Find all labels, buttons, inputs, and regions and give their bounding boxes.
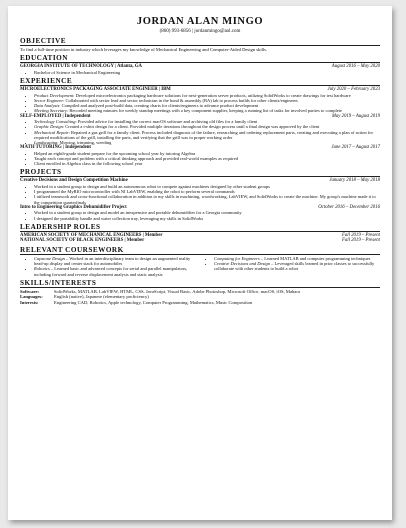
bullet-text: : Collaborated with sector lead and sector technician in the bond & assembly (BA) lab to process builds for other clients/engineers (63, 98, 298, 103)
skill-label: Software: (20, 288, 40, 294)
skill-value: English (native), Japanese (elementary proficiency) (54, 294, 149, 300)
bullet-lead: Product Development (34, 92, 74, 98)
leadership-role-dates: Fall 2019 – Present (341, 232, 380, 238)
job-bullets (20, 93, 380, 114)
section-heading-leadership: LEADERSHIP ROLES (20, 223, 380, 232)
job-dates: July 2020 – February 2023 (327, 87, 380, 93)
project-dates: January 2018 – May 2018 (329, 178, 380, 184)
bullet-item: • I utilized teamwork and cross-functional collaboration in addition to my skills in machining, woodworking, LabVIEW, and SolidWorks to create the machine. My group's machine made it to the competition quarterfinals (34, 194, 380, 204)
bullet-item (214, 261, 380, 271)
bullet-lead: Data Analysis (34, 103, 60, 109)
bullet-item (34, 266, 200, 276)
section-heading-coursework: RELEVANT COURSEWORK (20, 246, 380, 255)
bullet-item: • I programmed the MyRIO microcontroller with NI LabVIEW, enabling the robot to perform several commands (34, 189, 380, 194)
skills-list (20, 289, 380, 305)
objective-text: To find a full-time position in industry which leverages my knowledge of Mechanical Engineering and Computer-Aided Design skills. (20, 47, 268, 52)
bullet-item: • Worked in a student group to design and model an inexpensive and portable dehumidifier for a Georgia community (34, 210, 380, 215)
coursework-right (200, 256, 380, 277)
bullet-item (34, 130, 380, 140)
bullet-lead: Capstone Design (34, 256, 65, 262)
leadership-role-title: AMERICAN SOCIETY OF MECHANICAL ENGINEERS | Member (20, 232, 163, 238)
bullet-text: Client enrolled in Algebra class in the following school year (34, 161, 143, 167)
job-title: MICROELECTRONICS PACKAGING ASSOCIATE ENGINEER | IBM (20, 87, 171, 93)
school-name: GEORGIA INSTITUTE OF TECHNOLOGY | Atlanta, GA (20, 64, 143, 70)
education-list (20, 70, 380, 75)
bullet-lead: Mechanical Repair (34, 129, 69, 135)
job-dates: June 2017 – August 2017 (331, 145, 380, 151)
contact-info: (860) 993-6856 | jordanmingo@aol.com (159, 29, 241, 34)
bullet-text: : Created a t-shirt design for a client. Provided multiple iterations throughout the design process until a final design was approved by the client (62, 124, 320, 130)
bullet-lead: Creative Decisions and Design (214, 261, 270, 267)
bullet-text: : Repaired a gas grill for a family client. Process included diagnosis of the failure, researching and ordering replacement parts, creating and executing a plan of action for required modifications of the grill, installing the parts, and verifying that the grill was in proper working order (34, 129, 374, 140)
project-dates: October 2016 – December 2016 (318, 204, 380, 210)
resume-name: JORDAN ALAN MINGO (136, 16, 264, 27)
bullet-text: – Learned MATLAB and computer programming techniques (259, 256, 371, 262)
skill-row (20, 300, 380, 305)
bullet-text: : Compiled and analyzed post-build data, creating charts for clients/engineers to advance product development (59, 103, 259, 109)
section-heading-education: EDUCATION (20, 54, 380, 63)
bullet-lead: Technology Consulting (34, 119, 76, 125)
education-dates: August 2016 – May 2020 (331, 64, 380, 70)
project-bullets (20, 184, 380, 205)
section-heading-experience: EXPERIENCE (20, 77, 380, 86)
project-title: Creative Decisions and Design Competition Machine (20, 178, 128, 184)
bullet-text: : Provided advice for installing the correct macOS software and archiving old files for a family client (75, 119, 258, 125)
bullet-text: – Learned basic and advanced concepts for serial and parallel manipulators, including forward and reverse displacement analysis and static analysis (34, 266, 188, 277)
experience-list (20, 87, 380, 166)
bullet-lead: Meeting Secretary (34, 108, 67, 114)
skill-value: SolidWorks, MATLAB, LabVIEW, HTML, CSS, JavaScript, Visual Basic, Adobe Photoshop, Microsoft Office, macOS, iOS, Mahara (54, 288, 300, 294)
project-title: Intro to Engineering Graphics Dehumidifier Project (20, 204, 127, 210)
resume-content (8, 6, 392, 305)
leadership-role-title: NATIONAL SOCIETY OF BLACK ENGINEERS | Member (20, 238, 145, 244)
bullet-lead: Graphic Design (34, 124, 63, 130)
bullet-item (34, 161, 380, 166)
skill-label: Languages: (20, 294, 43, 300)
bullet-lead: Computing for Engineers (214, 256, 260, 262)
section-heading-skills: SKILLS/INTERESTS (20, 279, 380, 288)
bullet-lead: Landscaping (34, 140, 58, 146)
project-bullets (20, 210, 380, 220)
section-heading-objective: OBJECTIVE (20, 37, 380, 46)
job-bullets (20, 151, 380, 167)
leadership-role-dates: Fall 2019 – Present (341, 238, 380, 244)
bullet-text: : Recorded meeting minutes for weekly standup meetings with a key component supplier, keeping a running list of tasks for involved parties to complete (66, 108, 342, 114)
leadership-list (20, 233, 380, 244)
bullet-text: : Developed microelectronics packaging hardware solutions for next-generation server products, utilizing SolidWorks to create drawings for test hardware (73, 92, 351, 98)
coursework-left (20, 256, 200, 277)
skill-label: Interests: (20, 299, 39, 305)
bullet-item: • Worked in a student group to design and build an autonomous robot to compete against machines designed by other student groups (34, 184, 380, 189)
bullet-lead: Robotics (34, 266, 50, 272)
bullet-text: – Leveraged skills learned in prior classes to successfully collaborate with other students to build a robot (214, 261, 375, 272)
coursework-columns (20, 256, 380, 277)
bullet-text: – Worked in an interdisciplinary team to design an augmented reality head-up display and center stack for automobiles (34, 256, 191, 267)
job-title: SELF-EMPLOYED | Independent (20, 113, 91, 119)
degree: • Bachelor of Science in Mechanical Engineering (34, 70, 380, 75)
bullet-item: • I designed the portability handle and water collection tray, leveraging my skills in SolidWorks (34, 216, 380, 221)
section-heading-projects: PROJECTS (20, 168, 380, 177)
bullet-text: Taught each concept and problem with a critical thinking approach and provided real-world examples as required (34, 156, 238, 162)
bullet-lead: Sector Engineer (34, 98, 64, 103)
leadership-role (20, 238, 380, 244)
job-dates: May 2019 – August 2019 (331, 113, 380, 119)
resume-page (8, 6, 392, 520)
projects-list (20, 178, 380, 220)
bullet-text: Helped an eighth-grade student prepare for the upcoming school year by tutoring Algebra (34, 150, 196, 156)
job-bullets (20, 119, 380, 145)
bullet-item (34, 256, 200, 266)
bullet-text: : Mowing, trimming, weeding (57, 140, 112, 146)
job-title: MATH TUTORING | Independent (20, 145, 92, 151)
skill-value: Engineering CAD, Robotics, Apple technology, Computer Programming, Mathematics, Music Composition (54, 299, 253, 305)
